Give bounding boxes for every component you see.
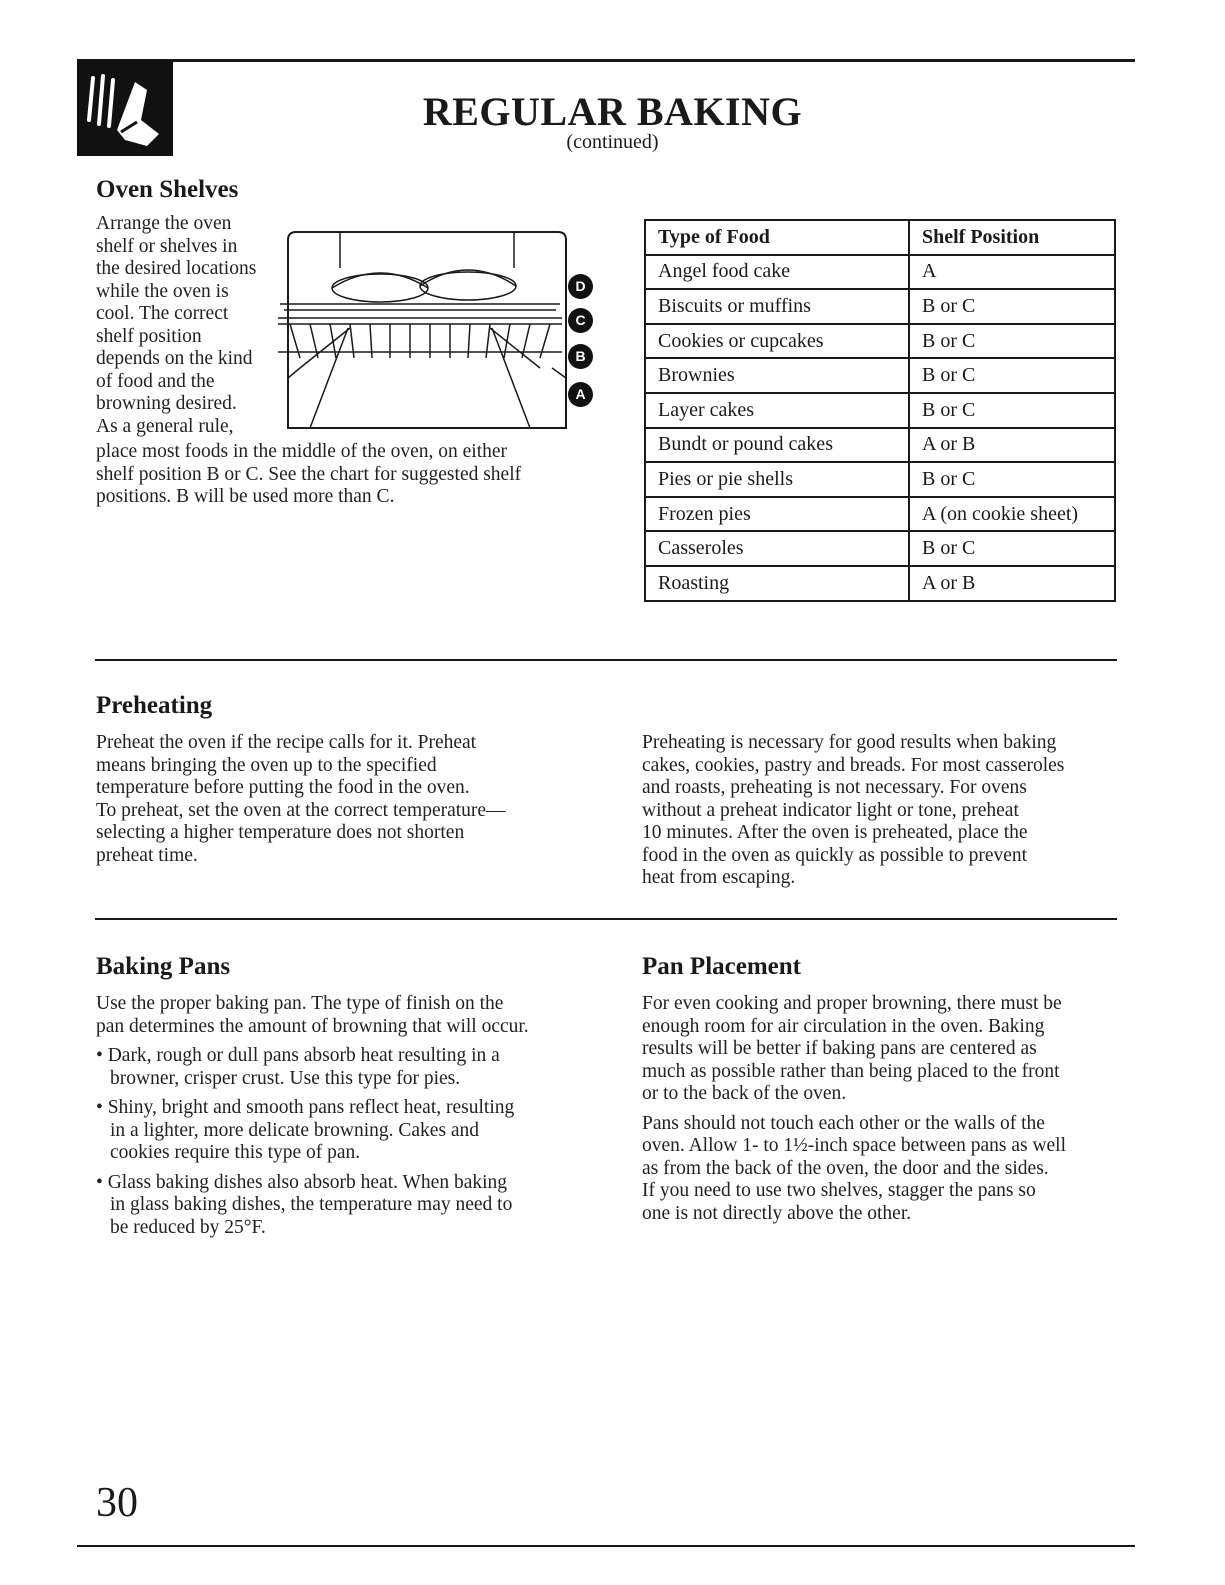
pan-placement-text [642, 993, 1132, 1225]
text-line: as from the back of the oven, the door and the sides. [642, 1157, 1049, 1179]
section-divider [95, 918, 1117, 920]
text-line: Preheat the oven if the recipe calls for it. Preheat [96, 732, 477, 753]
table-row [645, 428, 1115, 463]
bullet-item [96, 1172, 596, 1240]
text-line: cookies require this type of pan. [110, 1142, 361, 1163]
table-row [645, 324, 1115, 359]
food-cell: Roasting [645, 566, 909, 601]
shelf-cell: A (on cookie sheet) [909, 497, 1115, 532]
oven-shelves-text-narrow [96, 213, 286, 438]
food-cell: Bundt or pound cakes [645, 428, 909, 463]
text-line: Pans should not touch each other or the walls of the [642, 1112, 1045, 1134]
shelf-label-a: A [568, 382, 593, 407]
text-line: • Shiny, bright and smooth pans reflect heat, resulting [96, 1097, 515, 1118]
bottom-rule [77, 1545, 1135, 1547]
text-line: place most foods in the middle of the oven, on either [96, 441, 508, 462]
shelf-label-d: D [568, 274, 593, 299]
shelf-label-b: B [568, 344, 593, 369]
food-cell: Brownies [645, 358, 909, 393]
text-line: As a general rule, [96, 415, 234, 437]
shelf-cell: B or C [909, 462, 1115, 497]
shelf-cell: A or B [909, 428, 1115, 463]
text-line: For even cooking and proper browning, there must be [642, 993, 1062, 1014]
table-row [645, 531, 1115, 566]
food-cell: Cookies or cupcakes [645, 324, 909, 359]
text-line: one is not directly above the other. [642, 1202, 912, 1224]
page-subtitle: (continued) [566, 131, 659, 153]
text-line: while the oven is [96, 280, 229, 302]
text-line: • Dark, rough or dull pans absorb heat resulting in a [96, 1045, 500, 1066]
shelf-cell: B or C [909, 358, 1115, 393]
text-line: food in the oven as quickly as possible to prevent [642, 844, 1028, 866]
text-line: without a preheat indicator light or tone, preheat [642, 799, 1019, 821]
text-line: depends on the kind [96, 348, 253, 369]
table-row [645, 393, 1115, 428]
section-divider [95, 659, 1117, 661]
text-line: selecting a higher temperature does not shorten [96, 822, 465, 843]
text-line: browning desired. [96, 393, 237, 414]
text-line: To preheat, set the oven at the correct temperature— [96, 799, 506, 821]
text-line: preheat time. [96, 844, 198, 866]
text-line: pan determines the amount of browning that will occur. [96, 1015, 529, 1037]
text-line: means bringing the oven up to the specified [96, 754, 437, 776]
text-line: be reduced by 25°F. [110, 1216, 266, 1238]
text-line: • Glass baking dishes also absorb heat. When baking [96, 1171, 508, 1193]
text-line: much as possible rather than being placed to the front [642, 1060, 1060, 1082]
page-title: REGULAR BAKING [422, 89, 803, 134]
bullet-item [96, 1097, 596, 1165]
text-line: enough room for air circulation in the oven. Baking [642, 1015, 1045, 1037]
shelf-cell: B or C [909, 324, 1115, 359]
shelf-cell: B or C [909, 393, 1115, 428]
text-line: cakes, cookies, pastry and breads. For most casseroles [642, 754, 1065, 776]
pan-placement-heading: Pan Placement [642, 953, 801, 980]
oven-shelf-diagram [270, 228, 570, 438]
table-row [645, 462, 1115, 497]
column-header-shelf-position: Shelf Position [909, 220, 1115, 255]
text-line: If you need to use two shelves, stagger the pans so [642, 1180, 1036, 1201]
text-line: or to the back of the oven. [642, 1083, 847, 1104]
preheating-heading: Preheating [96, 692, 213, 719]
text-line: cool. The correct [96, 303, 229, 324]
text-line: 10 minutes. After the oven is preheated, place the [642, 822, 1028, 843]
column-header-type-of-food: Type of Food [645, 220, 909, 255]
text-line: temperature before putting the food in the oven. [96, 777, 470, 798]
baking-pans-heading: Baking Pans [96, 953, 231, 980]
oven-shelves-text-full [96, 441, 596, 509]
food-cell: Biscuits or muffins [645, 289, 909, 324]
food-cell: Pies or pie shells [645, 462, 909, 497]
text-line: oven. Allow 1- to 1½-inch space between pans as well [642, 1135, 1067, 1156]
top-rule [77, 59, 1135, 62]
shelf-cell: B or C [909, 531, 1115, 566]
text-line: shelf position B or C. See the chart for suggested shelf [96, 463, 522, 485]
text-line: of food and the [96, 370, 215, 392]
text-line: browner, crisper crust. Use this type for pies. [110, 1067, 461, 1089]
text-line: the desired locations [96, 258, 257, 279]
preheating-left-text [96, 732, 596, 867]
food-cell: Layer cakes [645, 393, 909, 428]
text-line: Arrange the oven [96, 213, 232, 234]
food-cell: Frozen pies [645, 497, 909, 532]
table-row [645, 566, 1115, 601]
text-line: Use the proper baking pan. The type of finish on the [96, 993, 504, 1014]
shelf-label-c: C [568, 308, 593, 333]
text-line: Preheating is necessary for good results when baking [642, 732, 1057, 753]
food-cell: Casseroles [645, 531, 909, 566]
oven-shelves-heading: Oven Shelves [96, 176, 239, 203]
text-line: shelf position [96, 325, 202, 347]
text-line: in a lighter, more delicate browning. Cakes and [110, 1119, 480, 1141]
shelf-cell: A [909, 255, 1115, 290]
page-number: 30 [96, 1480, 138, 1526]
table-row [645, 289, 1115, 324]
baking-pans-text [96, 993, 596, 1246]
table-row [645, 358, 1115, 393]
text-line: positions. B will be used more than C. [96, 486, 395, 507]
food-cell: Angel food cake [645, 255, 909, 290]
table-row [645, 497, 1115, 532]
shelf-cell: B or C [909, 289, 1115, 324]
shelf-cell: A or B [909, 566, 1115, 601]
preheating-right-text [642, 732, 1132, 890]
table-row [645, 255, 1115, 290]
text-line: results will be better if baking pans are centered as [642, 1038, 1037, 1059]
bullet-item [96, 1045, 596, 1090]
shelf-position-table [644, 219, 1116, 602]
table-header-row [645, 220, 1115, 255]
text-line: and roasts, preheating is not necessary. For ovens [642, 777, 1027, 798]
text-line: shelf or shelves in [96, 235, 238, 257]
text-line: in glass baking dishes, the temperature may need to [110, 1194, 513, 1215]
text-line: heat from escaping. [642, 867, 796, 888]
